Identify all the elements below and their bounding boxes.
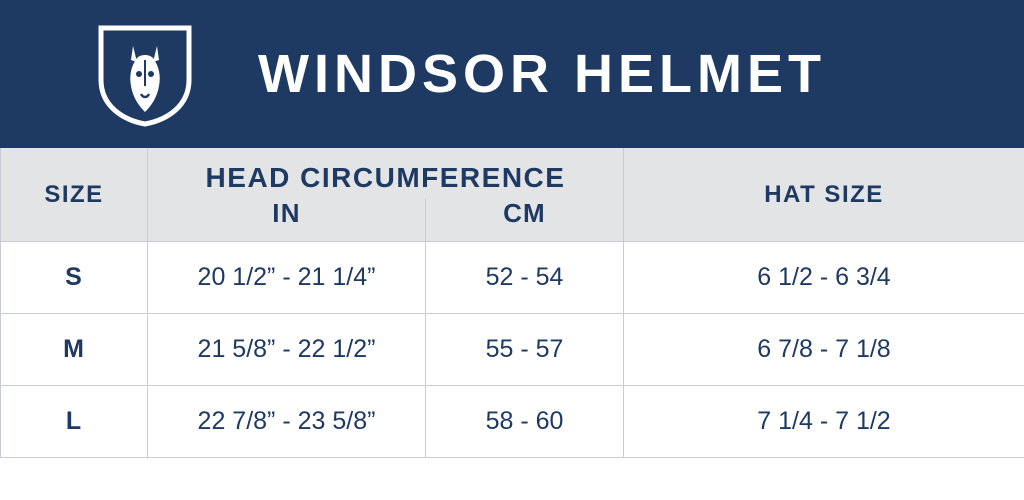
cell-in: 22 7/8” - 23 5/8”	[148, 386, 426, 458]
cell-hat: 6 7/8 - 7 1/8	[624, 314, 1024, 386]
page-title: WINDSOR HELMET	[258, 44, 826, 104]
column-header-circumference: HEAD CIRCUMFERENCE	[148, 148, 624, 198]
cell-in: 20 1/2” - 21 1/4”	[148, 242, 426, 314]
cell-cm: 58 - 60	[426, 386, 624, 458]
table-header-row-top	[1, 148, 1024, 198]
cell-cm: 55 - 57	[426, 314, 624, 386]
table-row	[1, 314, 1024, 386]
table-row	[1, 386, 1024, 458]
table-row	[1, 242, 1024, 314]
column-header-hat-size: HAT SIZE	[624, 148, 1024, 242]
horse-head-shield-icon	[97, 24, 193, 128]
cell-in: 21 5/8” - 22 1/2”	[148, 314, 426, 386]
cell-size: M	[1, 314, 148, 386]
column-header-in: IN	[148, 198, 426, 242]
cell-size: L	[1, 386, 148, 458]
cell-hat: 7 1/4 - 7 1/2	[624, 386, 1024, 458]
size-chart-table	[0, 148, 1024, 458]
column-header-size: SIZE	[1, 148, 148, 242]
page-header	[0, 0, 1024, 148]
column-header-cm: CM	[426, 198, 624, 242]
cell-size: S	[1, 242, 148, 314]
cell-cm: 52 - 54	[426, 242, 624, 314]
cell-hat: 6 1/2 - 6 3/4	[624, 242, 1024, 314]
